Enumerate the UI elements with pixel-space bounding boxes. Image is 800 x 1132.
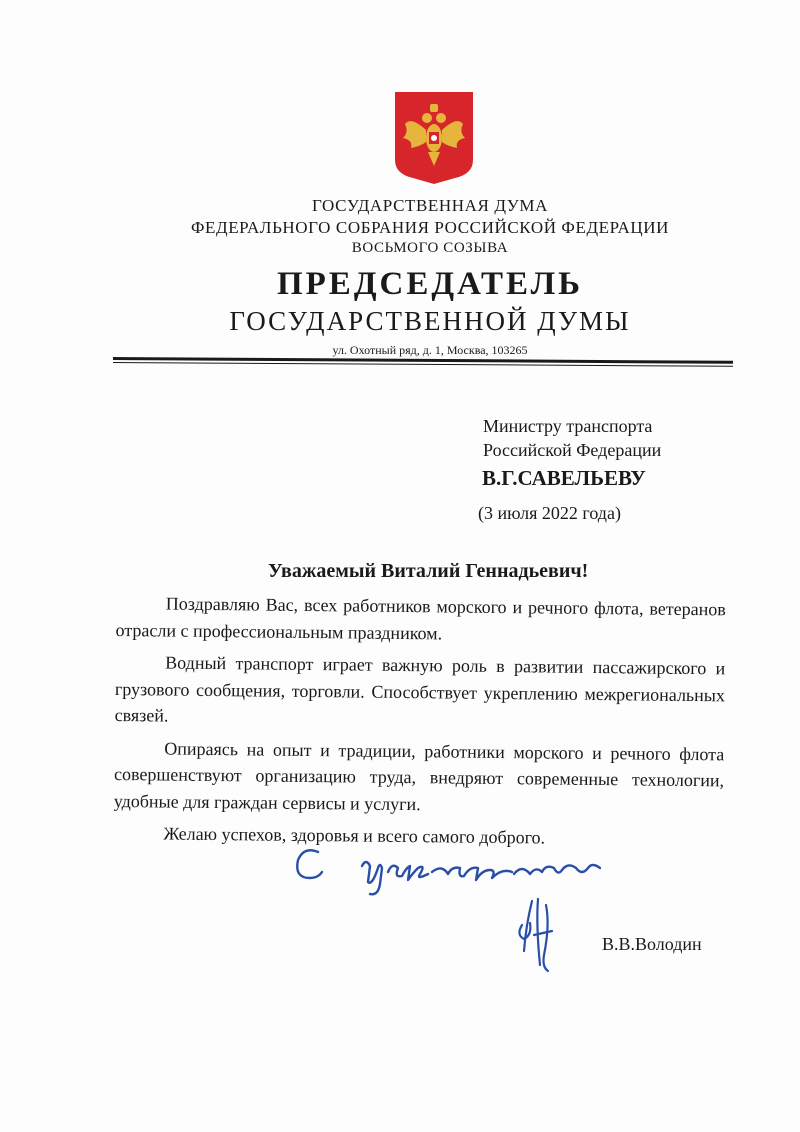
letter-greeting: Уважаемый Виталий Геннадьевич! bbox=[268, 560, 589, 582]
body-paragraph: Опираясь на опыт и традиции, работники морского и речного флота совершенствуют организацию труда, внедряют современные технологии, удобные для граждан сервисы и услуги. bbox=[113, 738, 725, 814]
handwritten-closing bbox=[292, 838, 622, 898]
signer-name: В.В.Володин bbox=[602, 934, 702, 954]
body-paragraph: Желаю успехов, здоровья и всего самого доброго. bbox=[163, 823, 546, 848]
letterhead-address: ул. Охотный ряд, д. 1, Москва, 103265 bbox=[332, 343, 528, 357]
addressee-position-line2: Российской Федерации bbox=[483, 440, 662, 460]
body-paragraph: Поздравляю Вас, всех работников морского и речного флота, ветеранов отрасли с профессиональным праздником. bbox=[115, 593, 726, 643]
addressee-block bbox=[483, 414, 661, 462]
chairman-title: ПРЕДСЕДАТЕЛЬ bbox=[276, 266, 583, 302]
letter-date: (3 июля 2022 года) bbox=[478, 503, 621, 523]
header-duma-line: ГОСУДАРСТВЕННАЯ ДУМА bbox=[312, 196, 548, 215]
russian-coat-of-arms-icon bbox=[393, 90, 475, 186]
letter-body bbox=[113, 590, 726, 859]
header-convocation-line: ВОСЬМОГО СОЗЫВА bbox=[351, 240, 509, 256]
addressee-position-line1: Министру транспорта bbox=[483, 416, 653, 436]
addressee-name: В.Г.САВЕЛЬЕВУ bbox=[482, 466, 646, 490]
header-assembly-line: ФЕДЕРАЛЬНОГО СОБРАНИЯ РОССИЙСКОЙ ФЕДЕРАЦИИ bbox=[190, 218, 670, 237]
body-paragraph: Водный транспорт играет важную роль в развитии пассажирского и грузового сообщения, торговли. Способствует укреплению межрегиональных связей. bbox=[114, 652, 726, 726]
chairman-subtitle: ГОСУДАРСТВЕННОЙ ДУМЫ bbox=[229, 306, 631, 336]
handwritten-signature bbox=[512, 895, 562, 975]
